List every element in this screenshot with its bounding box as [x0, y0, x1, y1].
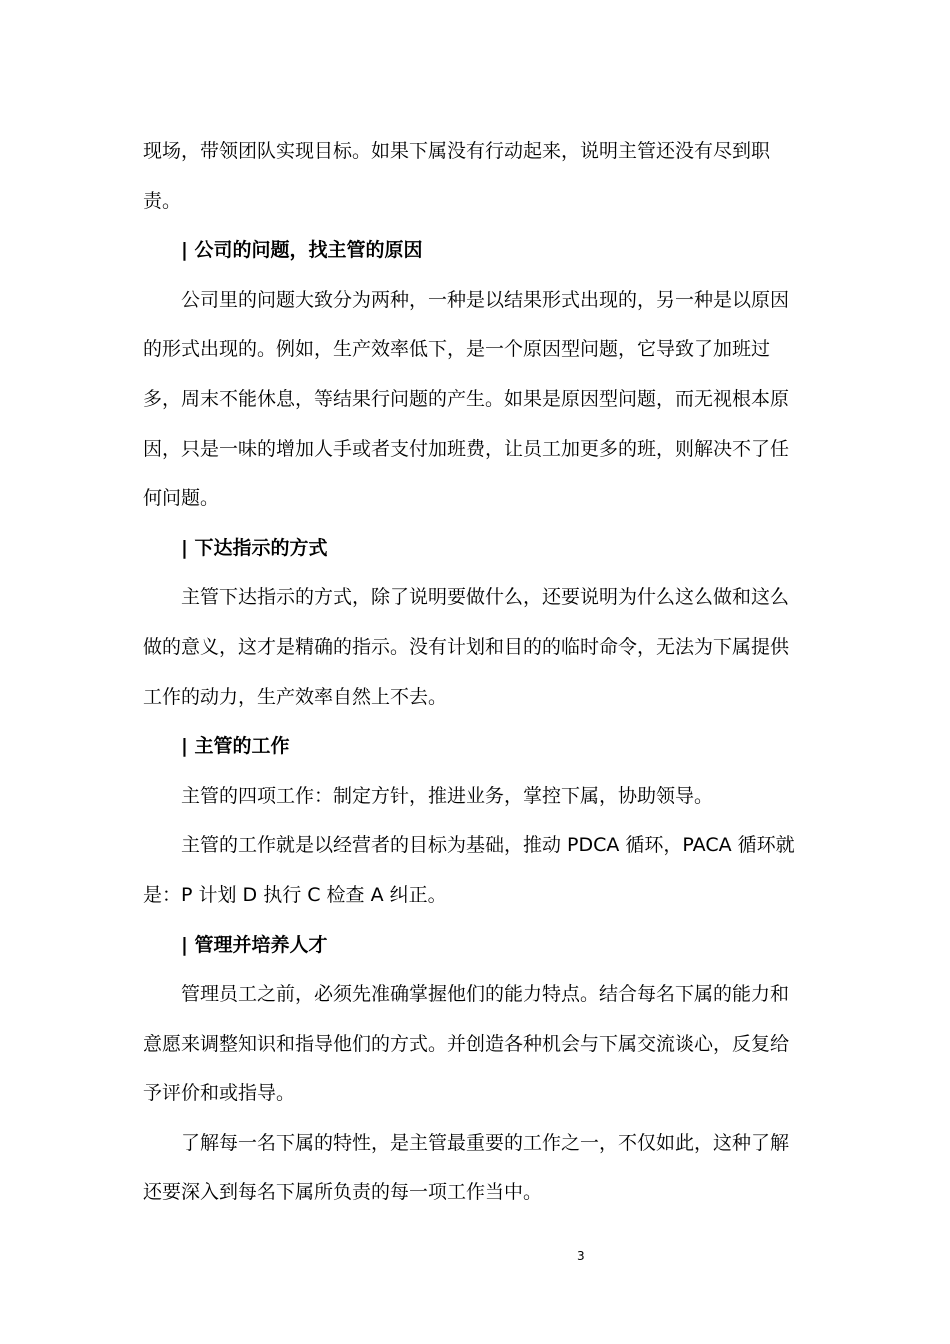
paragraph-line: 是：P 计划 D 执行 C 检查 A 纠正。 [143, 883, 447, 906]
paragraph-line: 工作的动力，生产效率自然上不去。 [143, 685, 448, 708]
paragraph-line: 责。 [143, 189, 182, 212]
page-number: 3 [577, 1249, 585, 1263]
section-heading: | 公司的问题，找主管的原因 [181, 239, 423, 262]
paragraph-line: 做的意义，这才是精确的指示。没有计划和目的的临时命令，无法为下属提供 [143, 635, 790, 658]
body-text [143, 127, 803, 1218]
paragraph-line: 现场，带领团队实现目标。如果下属没有行动起来，说明主管还没有尽到职 [143, 140, 771, 162]
paragraph-line: 管理员工之前，必须先准确掌握他们的能力特点。结合每名下属的能力和 [181, 983, 790, 1006]
paragraph-line: 主管下达指示的方式，除了说明要做什么，还要说明为什么这么做和这么 [181, 586, 790, 609]
section-heading: | 下达指示的方式 [181, 536, 328, 559]
paragraph-line: 予评价和或指导。 [143, 1082, 296, 1105]
paragraph-line: 还要深入到每名下属所负责的每一项工作当中。 [143, 1181, 543, 1204]
paragraph-line: 因，只是一味的增加人手或者支付加班费，让员工加更多的班，则解决不了任 [143, 437, 790, 460]
paragraph-line: 公司里的问题大致分为两种，一种是以结果形式出现的，另一种是以原因 [181, 288, 790, 311]
paragraph-line: 了解每一名下属的特性，是主管最重要的工作之一，不仅如此，这种了解 [181, 1131, 790, 1154]
paragraph-line: 主管的工作就是以经营者的目标为基础，推动 PDCA 循环，PACA 循环就 [181, 834, 795, 857]
section-heading: | 管理并培养人才 [181, 933, 328, 956]
paragraph-line: 何问题。 [143, 487, 220, 510]
paragraph-line: 多，周末不能休息，等结果行问题的产生。如果是原因型问题，而无视根本原 [143, 387, 790, 410]
paragraph-line: 的形式出现的。例如，生产效率低下，是一个原因型问题，它导致了加班过 [143, 338, 771, 361]
paragraph-line: 意愿来调整知识和指导他们的方式。并创造各种机会与下属交流谈心，反复给 [143, 1032, 790, 1055]
paragraph-line: 主管的四项工作：制定方针，推进业务，掌控下属，协助领导。 [181, 784, 714, 807]
section-heading: | 主管的工作 [181, 735, 290, 758]
